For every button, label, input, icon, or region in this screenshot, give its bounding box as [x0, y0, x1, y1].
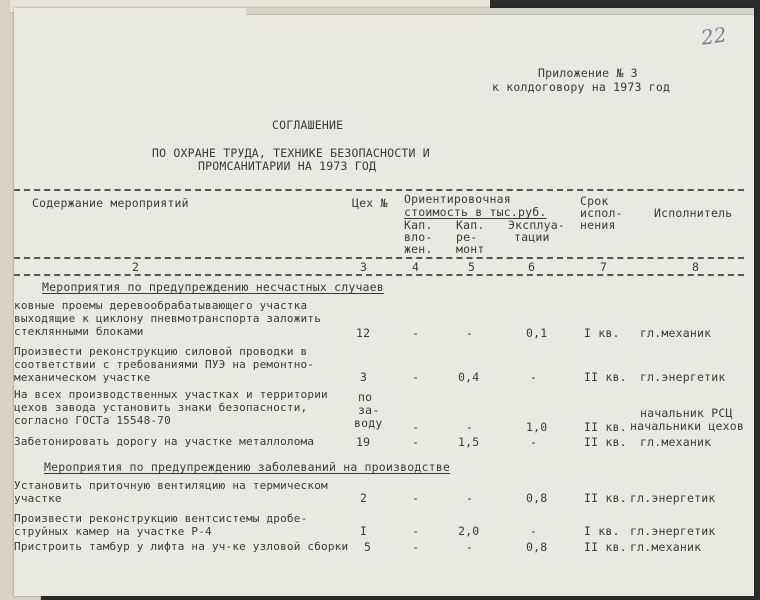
row-7-shop: 5 [364, 540, 372, 554]
row-5-shop: 2 [360, 491, 368, 505]
header-cap-inv-1: Кап. [404, 218, 433, 232]
document-subtitle-line-2: ПРОМСАНИТАРИИ НА 1973 ГОД [198, 159, 377, 173]
column-number-5: 5 [468, 260, 476, 274]
table-top-rule [14, 189, 744, 191]
row-3-shop-3: воду [354, 416, 383, 430]
row-5-term: II кв. [584, 491, 627, 505]
row-6-exec: гл.энергетик [630, 524, 716, 538]
row-7-text-1: Пристроить тамбур у лифта на уч-ке узловой сборки [14, 540, 349, 553]
header-cost-line-2: стоимость в тыс.руб. [404, 205, 547, 219]
row-3-text-3: согласно ГОСТа 15548-70 [14, 414, 171, 427]
row-1-term: I кв. [584, 326, 620, 340]
row-2-exec: гл.энергетик [640, 370, 726, 384]
row-5-text-2: участке [14, 492, 62, 505]
document-title: СОГЛАШЕНИЕ [272, 118, 344, 132]
row-6-shop: I [360, 524, 368, 538]
header-term-3: нения [580, 218, 616, 232]
header-shop: Цех № [352, 196, 388, 210]
row-5-cap-inv: - [412, 491, 420, 505]
column-number-6: 6 [528, 260, 536, 274]
row-1-text-1: ковные проемы деревообрабатывающего участка [14, 299, 308, 312]
header-oper-1: Эксплуа- [508, 218, 565, 232]
row-5-exec: гл.энергетик [630, 491, 716, 505]
header-rule [14, 257, 744, 259]
row-1-oper: 0,1 [526, 326, 548, 340]
row-3-text-1: На всех производственных участках и территории [14, 388, 328, 401]
row-5-cap-rep: - [466, 491, 474, 505]
row-3-shop-1: по [358, 390, 373, 404]
row-3-cap-inv: - [412, 420, 420, 434]
header-cap-rep-1: Кап. [456, 218, 485, 232]
row-7-oper: 0,8 [526, 540, 548, 554]
numbers-rule [14, 274, 744, 276]
row-2-shop: 3 [360, 370, 368, 384]
section-1-title: Мероприятия по предупреждению несчастных случаев [42, 280, 384, 294]
row-3-exec-2: начальники цехов [630, 419, 744, 433]
header-oper-2: тации [514, 230, 550, 244]
column-number-4: 4 [412, 260, 420, 274]
row-3-term: II кв. [584, 420, 627, 434]
row-4-oper: - [530, 435, 538, 449]
row-7-cap-rep: - [466, 540, 474, 554]
row-5-text-1: Установить приточную вентиляцию на термическом [14, 479, 328, 492]
row-3-exec-1: начальник РСЦ [640, 406, 733, 420]
row-4-exec: гл.механик [640, 435, 712, 449]
row-3-shop-2: за- [358, 403, 380, 417]
row-4-term: II кв. [584, 435, 627, 449]
page-fold-edge [246, 8, 754, 15]
row-2-oper: - [530, 370, 538, 384]
row-1-exec: гл.механик [640, 326, 712, 340]
header-cap-rep-3: монт [456, 242, 485, 256]
column-number-3: 3 [360, 260, 368, 274]
column-number-8: 8 [692, 260, 700, 274]
row-2-text-1: Произвести реконструкцию силовой проводки в [14, 345, 308, 358]
header-cap-inv-3: жен. [404, 242, 433, 256]
row-6-cap-rep: 2,0 [458, 524, 480, 538]
row-7-cap-inv: - [412, 540, 420, 554]
row-3-text-2: цехов завода установить знаки безопасности, [14, 401, 308, 414]
row-2-term: II кв. [584, 370, 627, 384]
handwritten-page-number: 22 [699, 22, 728, 50]
document-page [14, 8, 754, 596]
row-2-cap-inv: - [412, 370, 420, 384]
row-4-cap-inv: - [412, 435, 420, 449]
row-7-term: II кв. [584, 540, 627, 554]
row-3-oper: 1,0 [526, 420, 548, 434]
header-term-2: испол- [580, 206, 623, 220]
row-6-term: I кв. [584, 524, 620, 538]
appendix-line-2: к колдоговору на 1973 год [492, 80, 671, 94]
row-4-cap-rep: 1,5 [458, 435, 480, 449]
appendix-line-1: Приложение № 3 [538, 66, 638, 80]
header-term-1: Срок [580, 194, 609, 208]
row-4-shop: 19 [356, 435, 371, 449]
header-cost-line-1: Ориентировочная [404, 192, 511, 206]
row-1-cap-rep: - [466, 326, 474, 340]
row-7-exec: гл.механик [630, 540, 702, 554]
row-5-oper: 0,8 [526, 491, 548, 505]
row-6-text-1: Произвести реконструкцию вентсистемы дробе- [14, 512, 308, 525]
document-subtitle-line-1: ПО ОХРАНЕ ТРУДА, ТЕХНИКЕ БЕЗОПАСНОСТИ И [152, 146, 430, 160]
header-content: Содержание мероприятий [32, 196, 189, 210]
section-2-title: Мероприятия по предупреждению заболеваний на производстве [44, 460, 451, 474]
header-cap-rep-2: ре- [456, 230, 478, 244]
row-2-text-2: соответствии с требованиями ПУЭ на ремонтно- [14, 358, 315, 371]
header-executor: Исполнитель [654, 206, 733, 220]
column-number-7: 7 [600, 260, 608, 274]
row-1-cap-inv: - [412, 326, 420, 340]
header-cap-inv-2: вло- [404, 230, 433, 244]
row-2-cap-rep: 0,4 [458, 370, 480, 384]
row-1-shop: 12 [356, 326, 371, 340]
row-6-text-2: струйных камер на участке Р-4 [14, 525, 212, 538]
row-1-text-2: выходящие к циклону пневмотранспорта заложить [14, 312, 322, 325]
row-3-cap-rep: - [466, 420, 474, 434]
column-number-2: 2 [132, 260, 140, 274]
row-2-text-3: механическом участке [14, 371, 151, 384]
row-4-text-1: Забетонировать дорогу на участке металлолома [14, 435, 315, 448]
row-6-oper: - [530, 524, 538, 538]
row-6-cap-inv: - [412, 524, 420, 538]
row-1-text-3: стеклянными блоками [14, 325, 144, 338]
